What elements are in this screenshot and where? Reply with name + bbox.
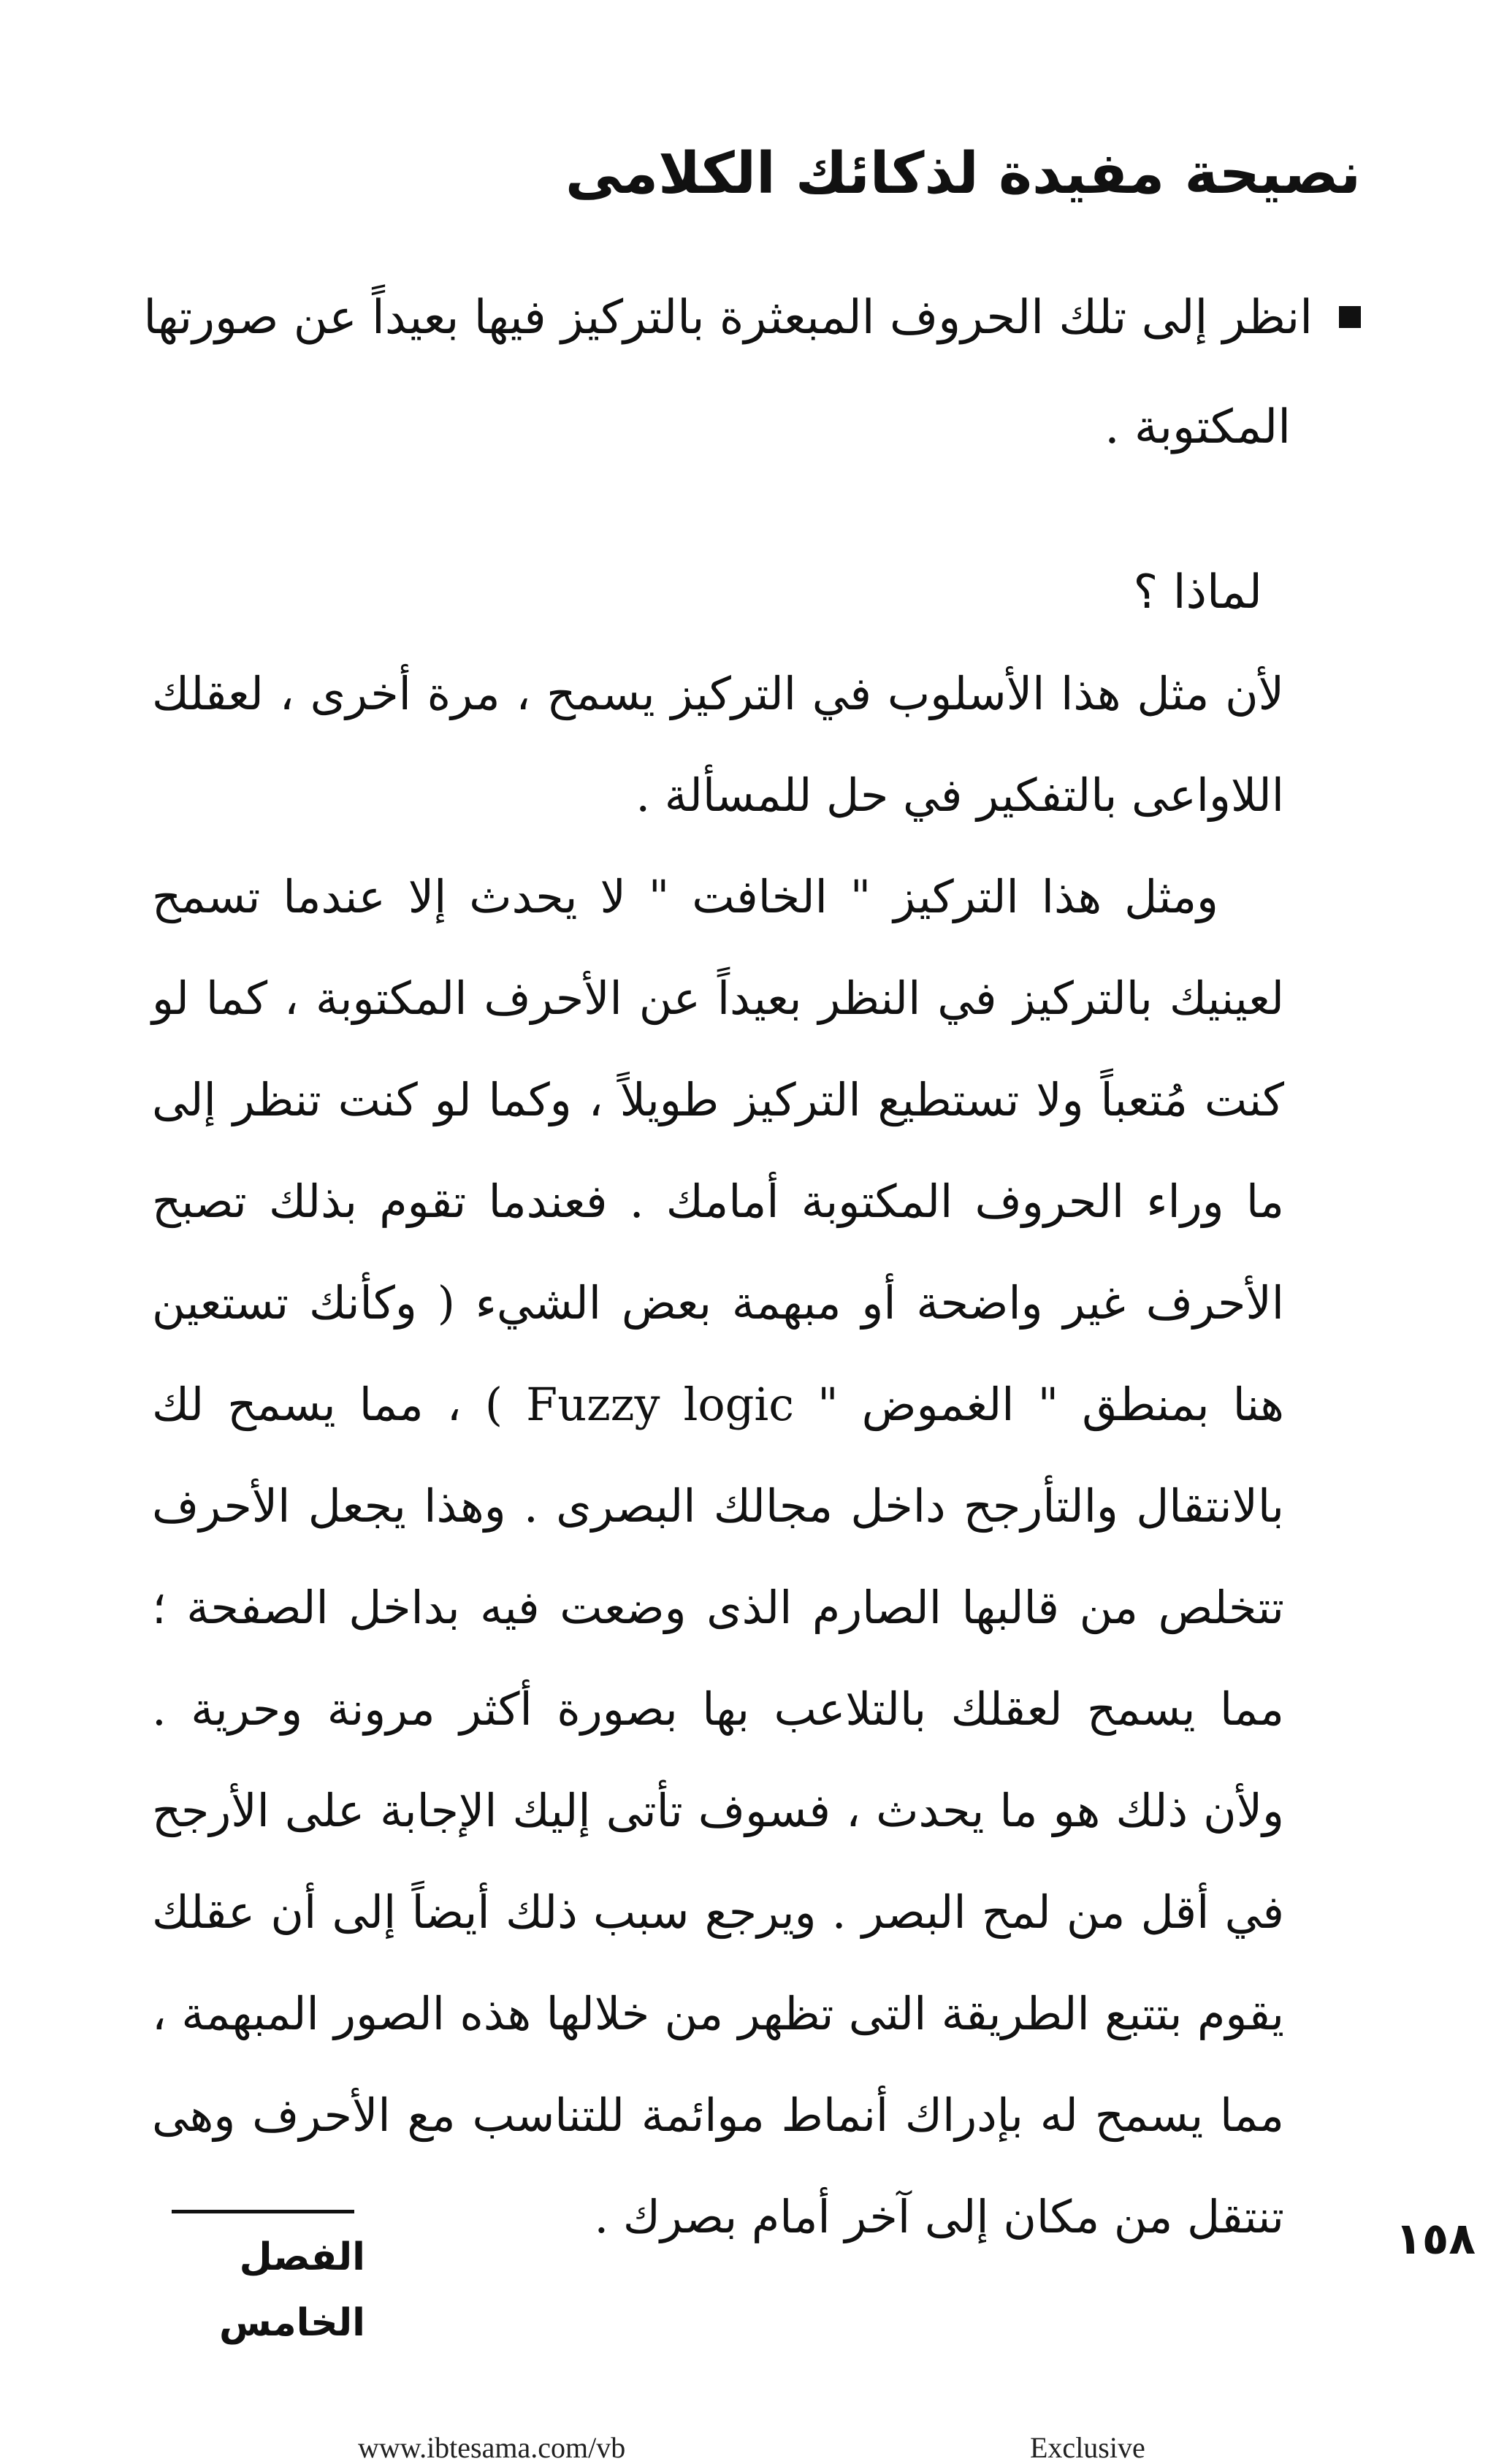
square-bullet-icon xyxy=(1339,306,1361,328)
paragraph-2-part-2: ) ، مما يسمح لك بالانتقال والتأرجح داخل مجالك البصرى . وهذا يجعل الأحرف تتخلص من قالبها الصارم الذى وضعت فيه بداخل الصفحة ؛ مما يسمح لعقلك بالتلاعب بها بصورة أكثر مرونة وحرية . ولأن ذلك هو ما يحدث ، فسوف تأتى إليك الإجابة على الأرجح في أقل من لمح البصر . ويرجع سبب ذلك أيضاً إلى أن عقلك يقوم بتتبع الطريقة التى تظهر من خلالها هذه الصور المبهمة ، مما يسمح له بإدراك أنماط موائمة للتناسب مع الأحرف وهى تنتقل من مكان إلى آخر أمام بصرك . xyxy=(152,1378,1284,2243)
watermark-label: Exclusive xyxy=(1030,2431,1145,2464)
bullet-item xyxy=(104,263,1361,482)
body-text xyxy=(152,643,1284,2267)
page-number: ١٥٨ xyxy=(1395,2213,1476,2265)
chapter-label: الفصل الخامس xyxy=(218,2235,365,2345)
paragraph-2-part-1: ومثل هذا التركيز " الخافت " لا يحدث إلا عندما تسمح لعينيك بالتركيز في النظر بعيداً عن الأحرف المكتوبة ، كما لو كنت مُتعباً ولا تستطيع التركيز طويلاً ، وكما لو كنت تنظر إلى ما وراء الحروف المكتوبة أمامك . فعندما تقوم بذلك تصبح الأحرف غير واضحة أو مبهمة بعض الشيء ( وكأنك تستعين هنا بمنطق " الغموض " xyxy=(152,870,1284,1431)
paragraph-1: لأن مثل هذا الأسلوب في التركيز يسمح ، مرة أخرى ، لعقلك اللاواعى بالتفكير في حل للمسألة . xyxy=(152,667,1284,822)
watermark-url: www.ibtesama.com/vb xyxy=(358,2431,626,2464)
paragraph-2 xyxy=(152,846,1284,2267)
section-heading: نصيحة مفيدة لذكائك الكلامى xyxy=(565,141,1361,207)
bullet-line-1: انظر إلى تلك الحروف المبعثرة بالتركيز فيها بعيداً عن صورتها xyxy=(143,291,1313,345)
question-line: لماذا ؟ xyxy=(1133,565,1262,619)
bullet-line-2: المكتوبة . xyxy=(1104,400,1291,454)
footer-divider xyxy=(172,2210,354,2213)
fuzzy-logic-term: Fuzzy logic xyxy=(526,1378,794,1431)
